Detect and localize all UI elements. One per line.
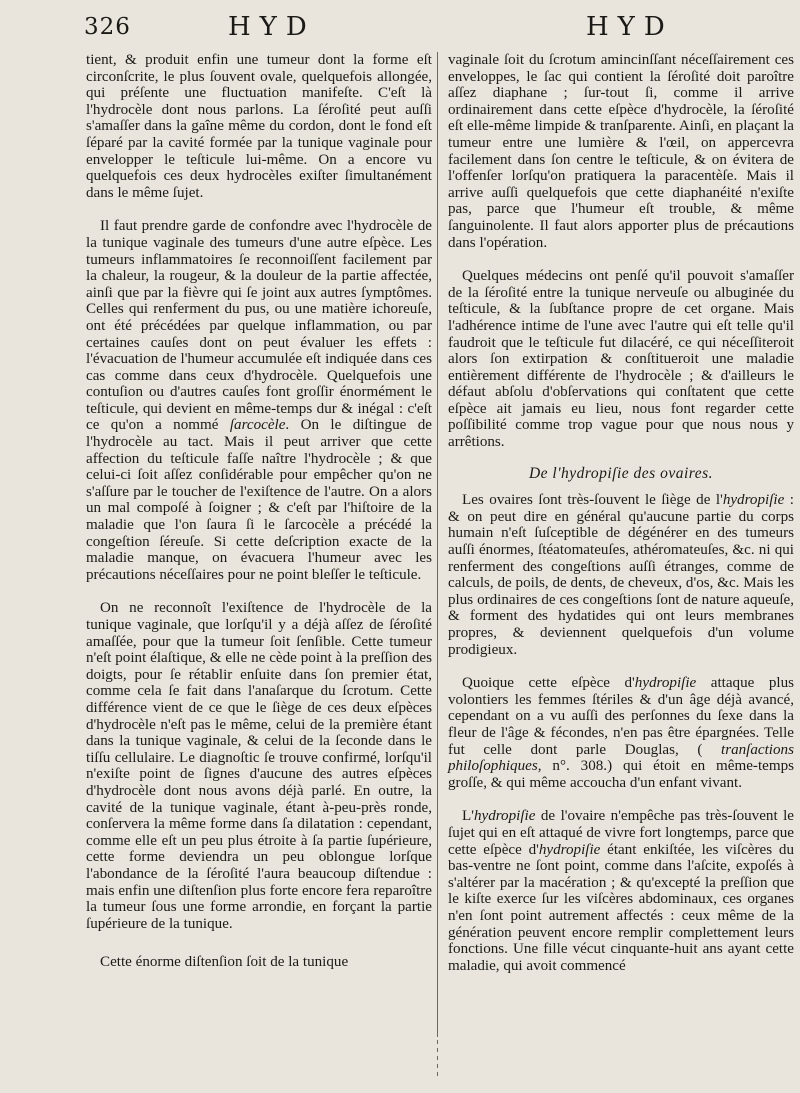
- italic-reference: tranſactions philoſophiques: [448, 741, 794, 775]
- left-column: [86, 52, 432, 971]
- paragraph-text: Les ovaires ſont très-ſouvent le ſiège de l': [462, 492, 723, 509]
- section-title: De l'hydropiſie des ovaires.: [528, 464, 714, 482]
- page-header: [0, 12, 800, 52]
- paragraph-text: de l'ovaire n'empêche pas très-ſouvent le ſujet qui en eſt attaqué de vivre fort longtemps, parce que cette eſpèce d': [448, 808, 794, 858]
- right-column: [448, 52, 794, 974]
- paragraph: [448, 808, 794, 974]
- running-head-right: HYD: [586, 12, 674, 42]
- italic-term: hydropiſie: [473, 808, 536, 825]
- paragraph-text: , n°. 308.) qui étoit en même-temps groſſe, & qui même accoucha d'un enfant vivant.: [448, 758, 794, 791]
- paragraph: Quelques médecins ont penſé qu'il pouvoit s'amaſſer de la ſéroſité entre la tunique nerveuſe ou albuginée du teſticule, & la ſubſtance propre de cet organe. Mais l'adhérence intime de l'une avec l'autre qui eſt telle qu'il faudroit que le teſticule fut dilacéré, ce qui néceſſiteroit alors ſon extirpation & conſtitueroit une maladie entièrement différente de l'hydrocèle ; & d'ailleurs le défaut abſolu d'obſervations qui conſtatent que cette eſpèce ait jamais eu lieu, nous font regarder cette poſſibilité comme trop vague pour que nous nous y arrêtions.: [448, 268, 794, 451]
- column-divider-dashed: [437, 1040, 438, 1080]
- paragraph-text: Quoique cette eſpèce d': [462, 675, 635, 692]
- page-number: 326: [84, 14, 131, 40]
- paragraph: On ne reconnoît l'exiſtence de l'hydrocèle de la tunique vaginale, que lorſqu'il y a déjà aſſez de ſéroſité amaſſée, pour que la tumeur ſoit ſenſible. Cette tumeur n'eſt point élaſtique, & elle ne cède point à la preſſion des doigts, pour ſe rétablir enſuite dans ſon premier état, comme cela ſe fait dans l'anaſarque du ſcrotum. Cette différence vient de ce que le ſiège de ces deux eſpèces d'hydrocèle n'eſt pas le même, celui de la première étant dans la tunique vaginale, & celui de la ſeconde dans le tiſſu cellulaire. Le diagnoſtic ſe trouve confirmé, lorſqu'il n'exiſte point de ſignes d'aucune des autres eſpèces d'hydrocèle dont nous avons déjà parlé. En outre, la cavité de la tunique vaginale, étant à-peu-près ronde, conſervera la même forme dans ſa dilatation : cependant, comme elle eſt un peu plus étroite à ſa partie ſupérieure, cette forme deviendra un peu oblongue lorſque l'abondance de la ſéroſité l'aura beaucoup diſtendue : mais enfin une diſtenſion plus forte encore fera reparoître la tumeur ſous une forme arrondie, en forçant la partie ſupérieure de la tunique.: [86, 600, 432, 932]
- paragraph: vaginale ſoit du ſcrotum amincinſſant néceſſairement ces enveloppes, le ſac qui contient la ſéroſité doit paroître aſſez diaphane ; ſur-tout ſi, comme il arrive ordinairement dans cette eſpèce d'hydrocèle, la ſéroſité eſt elle-même limpide & tranſparente. Ainſi, en plaçant la tumeur entre une lumière & l'œil, on appercevra facilement dans ſon centre le teſticule, & on évitera de l'offenſer lorſqu'on pratiquera la paracentèſe. Mais il arrive auſſi quelquefois que cette diaphanéité n'exiſte pas, parce que l'humeur eſt trouble, & même ſanguinolente. Il faut alors apporter plus de précautions dans l'opération.: [448, 52, 794, 251]
- paragraph-text: étant enkiſtée, les viſcères du bas-ventre ne ſont point, comme dans l'aſcite, expoſés à s'altérer par la macération ; & qu'excepté la preſſion que le kiſte exerce ſur les viſcères abdominaux, ces organes n'en ſont point autrement affectés : ceux même de la génération peuvent encore remplir complettement leurs fonctions. Une fille vécut cinquante-huit ans ayant cette maladie, qui avoit commencé: [448, 841, 794, 974]
- paragraph: [448, 675, 794, 791]
- paragraph: Cette énorme diſtenſion ſoit de la tunique: [100, 954, 349, 971]
- paragraph-text: Il faut prendre garde de confondre avec l'hydrocèle de la tunique vaginale des tumeurs d'une autre eſpèce. Les tumeurs inflammatoires ſe reconnoiſſent facilement par la chaleur, la rougeur, & la douleur de la partie affectée, ainſi que par la fièvre qui ſe joint aux autres ſymptômes. Celles qui renferment du pus, ou une matière ichoreuſe, ont été précédées par quelque inflammation, ou par certaines cauſes dont on peut évaluer les effets : l'évacuation de l'humeur accumulée eſt indiquée dans ces cas comme dans ceux d'hydrocèle. Quelquefois une contuſion ou d'autres cauſes font groſſir énormément le teſticule, qui devient en même-temps dur & inégal : c'eſt ce qu'on a nommé: [86, 218, 432, 434]
- paragraph-text: : & on peut dire en général qu'aucune partie du corps humain n'eſt ſuſceptible de dégénérer en des tumeurs auſſi énormes, ſtéatomateuſes, athéromateuſes, &c. ni qui renferment des congeſtions auſſi étranges, comme de calculs, de poils, de dents, de cheveux, d'os, &c. Mais les plus ordinaires de ces congeſtions ſont de nature aqueuſe, & forment des hydatides qui ont leurs membranes propres, & deviennent quelquefois d'un volume prodigieux.: [448, 492, 794, 658]
- paragraph: [448, 492, 794, 658]
- italic-term: hydropiſie: [634, 675, 697, 692]
- running-head-left: HYD: [228, 12, 316, 42]
- italic-term: hydropiſie: [538, 841, 601, 858]
- italic-term: hydropiſie: [722, 492, 785, 509]
- paragraph-text: . On le diſtingue de l'hydrocèle au tact. Mais il peut arriver que cette affection du teſticule faſſe naître l'hydrocèle ; & que celui-ci ſoit aſſez conſidérable pour empêcher qu'on ne s'aſſure par le toucher de l'exiſtence de l'autre. On a alors un mal compoſé à ſoigner ; & c'eſt par l'hiſtoire de la maladie que l'on ſaura ſi le ſarcocèle a précédé la congeſtion ſéreuſe. Si cette deſcription exacte de la maladie manque, on évacuera l'humeur avec les précautions néceſſaires pour ne point bleſſer le teſticule.: [86, 417, 432, 583]
- paragraph-text: attaque plus volontiers les femmes ſtériles & d'un âge déjà avancé, cependant on a vu auſſi des perſonnes du ſexe dans la fleur de l'âge & fécondes, n'en pas être épargnées. Telle fut celle dont parle Douglas, (: [448, 675, 794, 758]
- paragraph: [86, 218, 432, 583]
- paragraph: tient, & produit enfin une tumeur dont la forme eſt circonſcrite, le plus ſouvent ovale, quelquefois allongée, qui préſente une fluctuation manifeſte. C'eſt là l'hydrocèle dont nous parlons. La ſéroſité peut auſſi s'amaſſer dans la gaîne même du cordon, dont le fond eſt ſéparé par la cavité formée par la tunique vaginale pour envelopper le teſticule lui-même. On a encore vu quelquefois ces deux hydrocèles exiſter ſimultanément dans le même ſujet.: [86, 52, 432, 201]
- paragraph-text: L': [462, 808, 474, 825]
- column-divider: [437, 52, 438, 1037]
- italic-term: ſarcocèle: [229, 417, 286, 434]
